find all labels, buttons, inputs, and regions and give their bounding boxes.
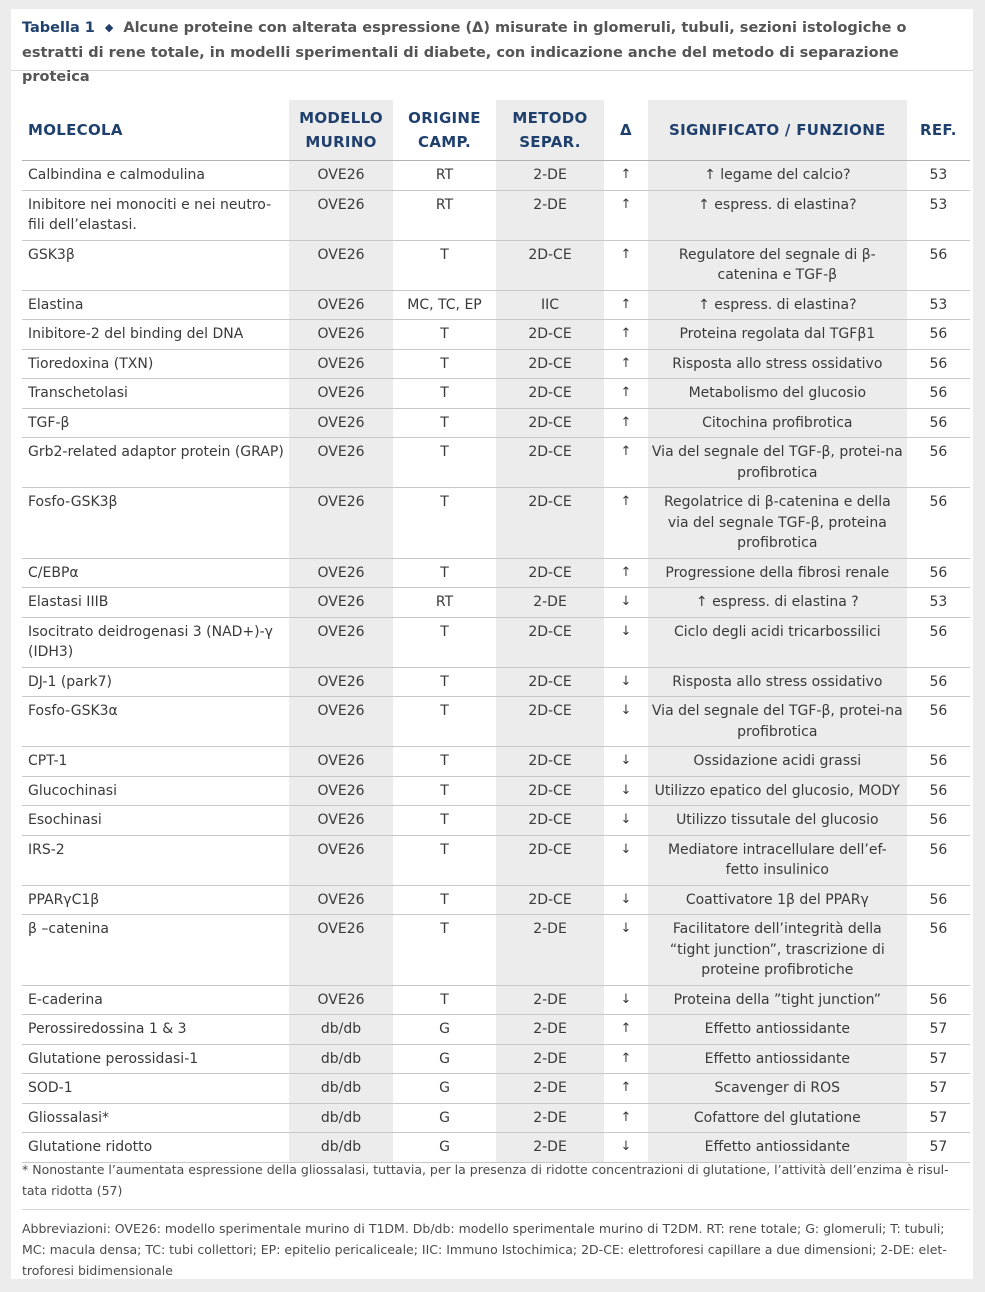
- cell-ref: 56: [907, 806, 970, 836]
- cell-ref: 57: [907, 1015, 970, 1045]
- cell-metodo: 2D-CE: [496, 776, 604, 806]
- cell-modello: OVE26: [289, 408, 393, 438]
- cell-ref: 56: [907, 885, 970, 915]
- cell-significato: ↑ legame del calcio?: [648, 161, 907, 191]
- cell-molecola: TGF-β: [22, 408, 289, 438]
- cell-metodo: 2D-CE: [496, 408, 604, 438]
- cell-ref: 56: [907, 617, 970, 667]
- cell-origine: T: [393, 349, 496, 379]
- cell-ref: 56: [907, 747, 970, 777]
- cell-ref: 57: [907, 1133, 970, 1163]
- table-row: [22, 617, 970, 667]
- cell-molecola: Elastasi IIIB: [22, 588, 289, 618]
- cell-modello: OVE26: [289, 349, 393, 379]
- cell-modello: OVE26: [289, 835, 393, 885]
- cell-molecola: SOD-1: [22, 1074, 289, 1104]
- table-row: [22, 488, 970, 559]
- cell-significato: Citochina profibrotica: [648, 408, 907, 438]
- cell-metodo: 2D-CE: [496, 379, 604, 409]
- cell-metodo: 2-DE: [496, 1133, 604, 1163]
- header-origine: ORIGINE CAMP.: [393, 100, 496, 161]
- table-row: [22, 806, 970, 836]
- cell-metodo: 2D-CE: [496, 349, 604, 379]
- cell-origine: MC, TC, EP: [393, 290, 496, 320]
- cell-delta: ↑: [604, 290, 648, 320]
- table-row: [22, 1015, 970, 1045]
- cell-metodo: 2-DE: [496, 1044, 604, 1074]
- table-row: [22, 349, 970, 379]
- header-delta: Δ: [604, 100, 648, 161]
- cell-delta: ↓: [604, 915, 648, 986]
- table-caption: [11, 9, 973, 85]
- cell-modello: OVE26: [289, 667, 393, 697]
- cell-modello: OVE26: [289, 915, 393, 986]
- cell-significato: Progressione della fibrosi renale: [648, 558, 907, 588]
- cell-significato: Regulatore del segnale di β-catenina e TGF-β: [648, 240, 907, 290]
- table-row: [22, 697, 970, 747]
- cell-molecola: Inibitore nei monociti e nei neutro-fili dell’elastasi.: [22, 190, 289, 240]
- cell-modello: OVE26: [289, 558, 393, 588]
- cell-origine: T: [393, 885, 496, 915]
- cell-metodo: 2D-CE: [496, 806, 604, 836]
- cell-origine: T: [393, 617, 496, 667]
- cell-modello: OVE26: [289, 806, 393, 836]
- header-significato: SIGNIFICATO / FUNZIONE: [648, 100, 907, 161]
- cell-metodo: 2D-CE: [496, 885, 604, 915]
- cell-delta: ↓: [604, 806, 648, 836]
- cell-significato: Regolatrice di β-catenina e della via del segnale TGF-β, proteina profibrotica: [648, 488, 907, 559]
- header-ref: REF.: [907, 100, 970, 161]
- cell-ref: 56: [907, 915, 970, 986]
- cell-modello: OVE26: [289, 776, 393, 806]
- cell-significato: Mediatore intracellulare dell’ef-fetto insulinico: [648, 835, 907, 885]
- cell-origine: T: [393, 915, 496, 986]
- cell-delta: ↑: [604, 488, 648, 559]
- cell-origine: T: [393, 806, 496, 836]
- cell-ref: 57: [907, 1074, 970, 1104]
- cell-metodo: 2D-CE: [496, 488, 604, 559]
- cell-metodo: 2-DE: [496, 1103, 604, 1133]
- cell-origine: T: [393, 835, 496, 885]
- table-row: [22, 985, 970, 1015]
- table-row: [22, 558, 970, 588]
- cell-delta: ↑: [604, 438, 648, 488]
- cell-significato: Proteina regolata dal TGFβ1: [648, 320, 907, 350]
- cell-significato: Risposta allo stress ossidativo: [648, 667, 907, 697]
- cell-molecola: GSK3β: [22, 240, 289, 290]
- cell-metodo: 2-DE: [496, 161, 604, 191]
- cell-modello: OVE26: [289, 885, 393, 915]
- cell-delta: ↑: [604, 349, 648, 379]
- cell-origine: T: [393, 558, 496, 588]
- cell-molecola: Fosfo-GSK3β: [22, 488, 289, 559]
- cell-origine: T: [393, 697, 496, 747]
- cell-modello: OVE26: [289, 697, 393, 747]
- cell-delta: ↑: [604, 379, 648, 409]
- cell-significato: Utilizzo tissutale del glucosio: [648, 806, 907, 836]
- cell-molecola: Glucochinasi: [22, 776, 289, 806]
- cell-ref: 56: [907, 776, 970, 806]
- table-row: [22, 240, 970, 290]
- cell-significato: Utilizzo epatico del glucosio, MODY: [648, 776, 907, 806]
- cell-ref: 56: [907, 835, 970, 885]
- cell-ref: 56: [907, 320, 970, 350]
- cell-delta: ↓: [604, 667, 648, 697]
- cell-significato: Effetto antiossidante: [648, 1133, 907, 1163]
- cell-delta: ↑: [604, 1015, 648, 1045]
- table-row: [22, 835, 970, 885]
- cell-significato: Proteina della ”tight junction”: [648, 985, 907, 1015]
- cell-delta: ↑: [604, 1074, 648, 1104]
- diamond-icon: ◆: [104, 21, 114, 34]
- cell-origine: G: [393, 1133, 496, 1163]
- cell-modello: OVE26: [289, 161, 393, 191]
- cell-modello: OVE26: [289, 240, 393, 290]
- cell-significato: Coattivatore 1β del PPARγ: [648, 885, 907, 915]
- cell-delta: ↓: [604, 985, 648, 1015]
- cell-metodo: 2D-CE: [496, 320, 604, 350]
- cell-origine: T: [393, 667, 496, 697]
- cell-metodo: 2-DE: [496, 588, 604, 618]
- cell-delta: ↓: [604, 776, 648, 806]
- cell-molecola: Calbindina e calmodulina: [22, 161, 289, 191]
- cell-origine: RT: [393, 161, 496, 191]
- cell-ref: 57: [907, 1044, 970, 1074]
- cell-molecola: Perossiredossina 1 & 3: [22, 1015, 289, 1045]
- cell-origine: T: [393, 985, 496, 1015]
- cell-molecola: DJ-1 (park7): [22, 667, 289, 697]
- header-row: [22, 100, 970, 161]
- table-row: [22, 408, 970, 438]
- cell-metodo: 2-DE: [496, 190, 604, 240]
- cell-delta: ↑: [604, 320, 648, 350]
- cell-significato: Scavenger di ROS: [648, 1074, 907, 1104]
- cell-delta: ↑: [604, 1044, 648, 1074]
- cell-significato: ↑ espress. di elastina?: [648, 290, 907, 320]
- table-row: [22, 290, 970, 320]
- table-row: [22, 190, 970, 240]
- cell-modello: db/db: [289, 1044, 393, 1074]
- table-row: [22, 667, 970, 697]
- table-row: [22, 885, 970, 915]
- cell-delta: ↑: [604, 558, 648, 588]
- cell-molecola: Glutatione ridotto: [22, 1133, 289, 1163]
- cell-ref: 57: [907, 1103, 970, 1133]
- cell-origine: RT: [393, 190, 496, 240]
- cell-significato: Cofattore del glutatione: [648, 1103, 907, 1133]
- cell-molecola: Tioredoxina (TXN): [22, 349, 289, 379]
- cell-modello: OVE26: [289, 985, 393, 1015]
- cell-modello: OVE26: [289, 320, 393, 350]
- table-row: [22, 379, 970, 409]
- cell-molecola: CPT-1: [22, 747, 289, 777]
- cell-modello: db/db: [289, 1015, 393, 1045]
- footnote-asterisk: * Nonostante l’aumentata espressione della gliossalasi, tuttavia, per la presenza di ridotte concentrazioni di glutatione, l’attività dell’enzima è risul-tata ridotta (57): [22, 1159, 970, 1210]
- cell-delta: ↑: [604, 161, 648, 191]
- cell-delta: ↓: [604, 885, 648, 915]
- cell-molecola: IRS-2: [22, 835, 289, 885]
- cell-significato: Via del segnale del TGF-β, protei-na profibrotica: [648, 438, 907, 488]
- table-row: [22, 438, 970, 488]
- cell-molecola: C/EBPα: [22, 558, 289, 588]
- header-metodo: METODO SEPAR.: [496, 100, 604, 161]
- cell-delta: ↓: [604, 747, 648, 777]
- cell-origine: G: [393, 1044, 496, 1074]
- footnotes: [22, 1159, 970, 1281]
- cell-ref: 56: [907, 379, 970, 409]
- cell-delta: ↑: [604, 190, 648, 240]
- cell-molecola: Gliossalasi*: [22, 1103, 289, 1133]
- cell-origine: T: [393, 240, 496, 290]
- cell-ref: 56: [907, 697, 970, 747]
- cell-significato: ↑ espress. di elastina ?: [648, 588, 907, 618]
- cell-origine: G: [393, 1015, 496, 1045]
- cell-modello: OVE26: [289, 190, 393, 240]
- cell-metodo: 2D-CE: [496, 697, 604, 747]
- cell-ref: 53: [907, 588, 970, 618]
- cell-metodo: 2D-CE: [496, 240, 604, 290]
- cell-delta: ↓: [604, 1133, 648, 1163]
- caption-text: Alcune proteine con alterata espressione (Δ) misurate in glomeruli, tubuli, sezioni istologiche o estratti di rene totale, in modelli sperimentali di diabete, con indicazione anche del metodo di separazione proteica: [22, 20, 907, 85]
- cell-ref: 53: [907, 290, 970, 320]
- header-modello: MODELLO MURINO: [289, 100, 393, 161]
- cell-significato: Ossidazione acidi grassi: [648, 747, 907, 777]
- cell-metodo: 2D-CE: [496, 667, 604, 697]
- cell-delta: ↑: [604, 240, 648, 290]
- cell-modello: db/db: [289, 1133, 393, 1163]
- table-row: [22, 161, 970, 191]
- cell-origine: T: [393, 488, 496, 559]
- cell-origine: T: [393, 408, 496, 438]
- cell-ref: 56: [907, 349, 970, 379]
- cell-origine: T: [393, 379, 496, 409]
- cell-molecola: Fosfo-GSK3α: [22, 697, 289, 747]
- cell-metodo: 2D-CE: [496, 747, 604, 777]
- table-row: [22, 1074, 970, 1104]
- table-row: [22, 776, 970, 806]
- cell-molecola: Transchetolasi: [22, 379, 289, 409]
- cell-ref: 56: [907, 438, 970, 488]
- cell-significato: Via del segnale del TGF-β, protei-na profibrotica: [648, 697, 907, 747]
- cell-delta: ↑: [604, 1103, 648, 1133]
- cell-molecola: PPARγC1β: [22, 885, 289, 915]
- cell-significato: Risposta allo stress ossidativo: [648, 349, 907, 379]
- cell-delta: ↓: [604, 617, 648, 667]
- cell-ref: 56: [907, 240, 970, 290]
- cell-modello: OVE26: [289, 488, 393, 559]
- cell-origine: T: [393, 776, 496, 806]
- cell-molecola: E-caderina: [22, 985, 289, 1015]
- cell-molecola: Grb2-related adaptor protein (GRAP): [22, 438, 289, 488]
- header-molecola: MOLECOLA: [22, 100, 289, 161]
- cell-ref: 56: [907, 667, 970, 697]
- table-row: [22, 1044, 970, 1074]
- cell-modello: OVE26: [289, 588, 393, 618]
- cell-molecola: Elastina: [22, 290, 289, 320]
- cell-metodo: 2D-CE: [496, 617, 604, 667]
- cell-modello: OVE26: [289, 747, 393, 777]
- cell-molecola: Glutatione perossidasi-1: [22, 1044, 289, 1074]
- cell-modello: db/db: [289, 1103, 393, 1133]
- cell-origine: T: [393, 747, 496, 777]
- cell-molecola: Esochinasi: [22, 806, 289, 836]
- cell-delta: ↓: [604, 835, 648, 885]
- cell-molecola: Isocitrato deidrogenasi 3 (NAD+)-γ (IDH3): [22, 617, 289, 667]
- table-row: [22, 588, 970, 618]
- cell-significato: Ciclo degli acidi tricarbossilici: [648, 617, 907, 667]
- caption-label: Tabella 1: [22, 20, 95, 36]
- cell-metodo: 2-DE: [496, 1074, 604, 1104]
- table-row: [22, 747, 970, 777]
- table-row: [22, 320, 970, 350]
- cell-ref: 56: [907, 408, 970, 438]
- cell-metodo: 2-DE: [496, 915, 604, 986]
- cell-modello: OVE26: [289, 290, 393, 320]
- cell-delta: ↓: [604, 697, 648, 747]
- cell-origine: T: [393, 438, 496, 488]
- cell-molecola: β –catenina: [22, 915, 289, 986]
- cell-delta: ↑: [604, 408, 648, 438]
- cell-modello: db/db: [289, 1074, 393, 1104]
- footnote-abbreviations: Abbreviazioni: OVE26: modello sperimentale murino di T1DM. Db/db: modello sperimentale murino di T2DM. RT: rene totale; G: glomeruli; T: tubuli; MC: macula densa; TC: tubi collettori; EP: epitelio pericaliceale; IIC: Immuno Istochimica; 2D-CE: elettroforesi capillare a due dimensioni; 2-DE: elet-troforesi bidimensionale: [22, 1221, 947, 1278]
- cell-origine: G: [393, 1074, 496, 1104]
- cell-delta: ↓: [604, 588, 648, 618]
- cell-origine: RT: [393, 588, 496, 618]
- cell-ref: 56: [907, 488, 970, 559]
- table-row: [22, 915, 970, 986]
- cell-metodo: 2-DE: [496, 1015, 604, 1045]
- cell-modello: OVE26: [289, 617, 393, 667]
- cell-ref: 53: [907, 161, 970, 191]
- cell-origine: G: [393, 1103, 496, 1133]
- cell-origine: T: [393, 320, 496, 350]
- cell-significato: Metabolismo del glucosio: [648, 379, 907, 409]
- cell-metodo: 2D-CE: [496, 835, 604, 885]
- table-row: [22, 1103, 970, 1133]
- cell-significato: ↑ espress. di elastina?: [648, 190, 907, 240]
- cell-modello: OVE26: [289, 379, 393, 409]
- cell-metodo: 2-DE: [496, 985, 604, 1015]
- cell-modello: OVE26: [289, 438, 393, 488]
- cell-metodo: 2D-CE: [496, 438, 604, 488]
- cell-significato: Effetto antiossidante: [648, 1015, 907, 1045]
- cell-molecola: Inibitore-2 del binding del DNA: [22, 320, 289, 350]
- cell-metodo: IIC: [496, 290, 604, 320]
- cell-significato: Facilitatore dell’integrità della “tight junction”, trascrizione di proteine profibrotiche: [648, 915, 907, 986]
- cell-significato: Effetto antiossidante: [648, 1044, 907, 1074]
- protein-table: [22, 100, 970, 1163]
- cell-ref: 56: [907, 985, 970, 1015]
- table-row: [22, 1133, 970, 1163]
- table-frame: [11, 9, 973, 1279]
- cell-ref: 56: [907, 558, 970, 588]
- cell-ref: 53: [907, 190, 970, 240]
- cell-metodo: 2D-CE: [496, 558, 604, 588]
